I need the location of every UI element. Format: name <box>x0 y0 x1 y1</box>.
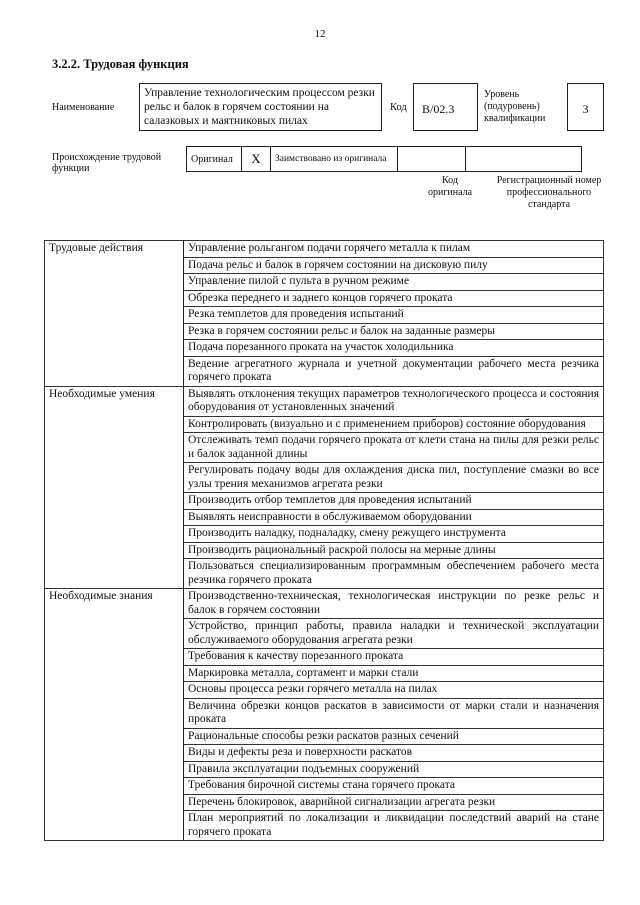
section-item: Производить отбор темплетов для проведения испытаний <box>184 493 604 510</box>
section-item: Требования к качеству порезанного проката <box>184 649 604 666</box>
section-item: Выявлять отклонения текущих параметров технологического процесса и состояния оборудования от установленных значений <box>184 386 604 416</box>
section-item: Маркировка металла, сортамент и марки стали <box>184 665 604 682</box>
section-item: Управление рольгангом подачи горячего металла к пилам <box>184 241 604 258</box>
section-item: Резка в горячем состоянии рельс и балок на заданные размеры <box>184 323 604 340</box>
section-item: Ведение агрегатного журнала и учетной документации рабочего места резчика горячего проката <box>184 356 604 386</box>
section-item: Пользоваться специализированным программным обеспечением рабочего места резчика горячего проката <box>184 559 604 589</box>
section-item: Выявлять неисправности в обслуживаемом оборудовании <box>184 509 604 526</box>
level-value-box: 3 <box>567 83 604 131</box>
section-category: Трудовые действия <box>45 241 184 387</box>
original-cell: Оригинал <box>187 147 242 172</box>
section-item: Производить наладку, подналадку, смену режущего инструмента <box>184 526 604 543</box>
section-item: Регулировать подачу воды для охлаждения диска пил, поступление смазки во все узлы трения механизмов агрегата резки <box>184 463 604 493</box>
labor-function-table-body <box>45 241 604 841</box>
section-item: Виды и дефекты реза и поверхности раскатов <box>184 745 604 762</box>
borrowed-cell: Заимствовано из оригинала <box>271 147 398 172</box>
section-category: Необходимые умения <box>45 386 184 589</box>
section-item: Величина обрезки концов раскатов в зависимости от марки стали и назначения проката <box>184 698 604 728</box>
page-number: 12 <box>314 28 326 40</box>
section-item: Перечень блокировок, аварийной сигнализации агрегата резки <box>184 794 604 811</box>
section-category: Необходимые знания <box>45 589 184 841</box>
original-mark: X <box>242 147 271 172</box>
registration-number-cell <box>466 147 582 172</box>
origin-table <box>186 146 582 172</box>
section-item: Подача порезанного проката на участок холодильника <box>184 340 604 357</box>
section-item: Устройство, принцип работы, правила наладки и технической эксплуатации обслуживаемого оборудования агрегата резки <box>184 619 604 649</box>
section-item: План мероприятий по локализации и ликвидации последствий аварий на стане горячего проката <box>184 811 604 841</box>
section-item: Подача рельс и балок в горячем состоянии на дисковую пилу <box>184 257 604 274</box>
origin-label: Происхождение трудовой функции <box>52 152 162 174</box>
section-title: 3.2.2. Трудовая функция <box>52 57 189 71</box>
section-item: Контролировать (визуально и с применением приборов) состояние оборудования <box>184 416 604 433</box>
code-value-box: В/02.3 <box>413 83 478 131</box>
original-code-caption: Код оригинала <box>427 175 473 198</box>
function-name-box: Управление технологическим процессом резки рельс и балок в горячем состоянии на салазковых и маятниковых пилах <box>139 83 382 131</box>
code-label: Код <box>390 102 407 113</box>
section-item: Основы процесса резки горячего металла на пилах <box>184 682 604 699</box>
section-item: Отслеживать темп подачи горячего проката от клети стана на пилы для резки рельс и балок заданной длины <box>184 433 604 463</box>
section-item: Правила эксплуатации подъемных сооружений <box>184 761 604 778</box>
section-item: Обрезка переднего и заднего концов горячего проката <box>184 290 604 307</box>
table-row <box>45 386 604 416</box>
section-item: Производить рациональный раскрой полосы на мерные длины <box>184 542 604 559</box>
section-item: Производственно-техническая, технологическая инструкции по резке рельс и балок в горячем состоянии <box>184 589 604 619</box>
registration-number-caption: Регистрационный номер профессионального стандарта <box>496 175 602 210</box>
original-code-cell <box>398 147 466 172</box>
name-label: Наименование <box>52 102 115 113</box>
section-item: Требования бирочной системы стана горячего проката <box>184 778 604 795</box>
section-item: Резка темплетов для проведения испытаний <box>184 307 604 324</box>
level-label: Уровень (подуровень) квалификации <box>484 89 546 124</box>
section-item: Рациональные способы резки раскатов разных сечений <box>184 728 604 745</box>
table-row <box>45 589 604 619</box>
labor-function-table <box>44 240 604 841</box>
section-item: Управление пилой с пульта в ручном режиме <box>184 274 604 291</box>
table-row <box>45 241 604 258</box>
